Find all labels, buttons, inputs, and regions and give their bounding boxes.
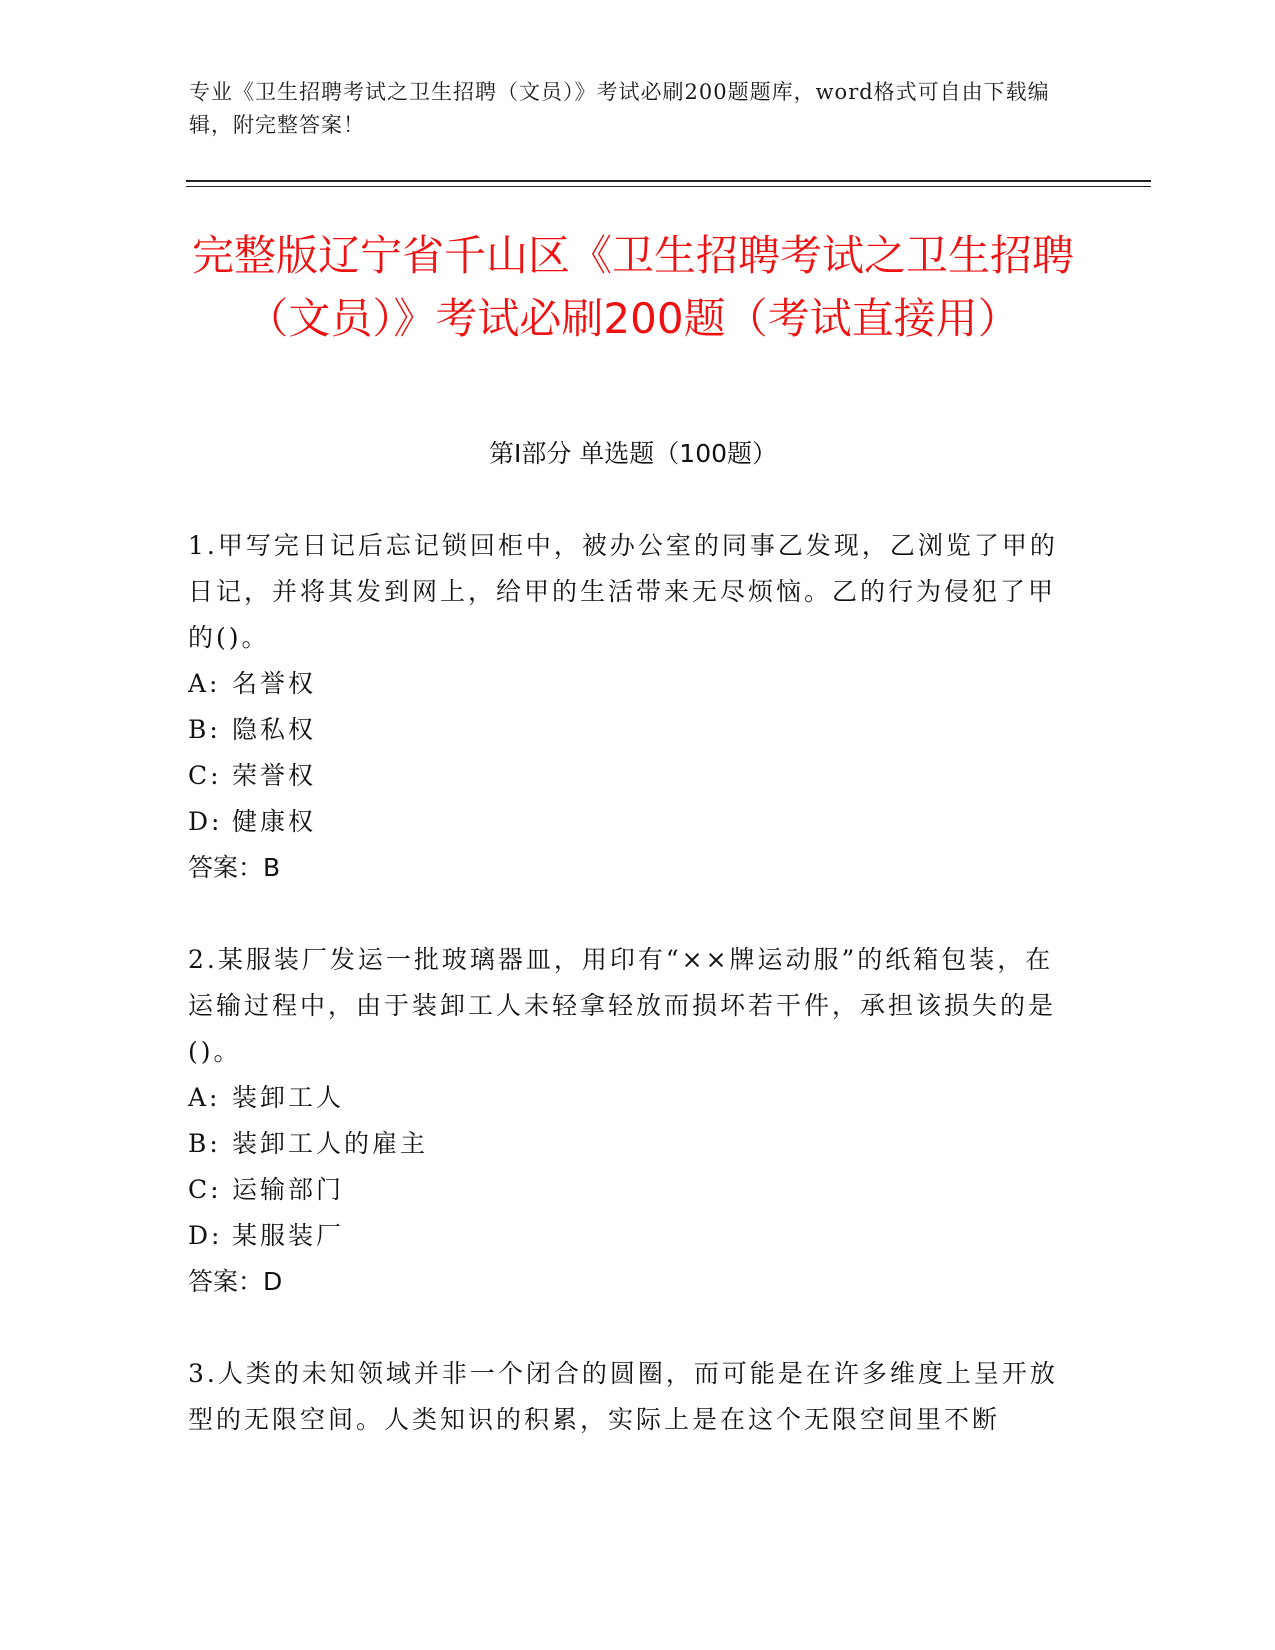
option-text: 装卸工人的雇主 — [232, 1129, 429, 1158]
option-c — [188, 753, 1063, 799]
option-d — [188, 1213, 1063, 1259]
option-key: A: — [188, 669, 221, 698]
header-divider-thick — [186, 180, 1151, 182]
question-list — [188, 523, 1063, 1489]
option-text: 某服装厂 — [232, 1221, 345, 1250]
option-c — [188, 1167, 1063, 1213]
option-text: 隐私权 — [232, 715, 317, 744]
option-key: B: — [188, 1129, 221, 1158]
answer: 答案：D — [188, 1267, 283, 1296]
question-stem: 3.人类的未知领域并非一个闭合的圆圈，而可能是在许多维度上呈开放型的无限空间。人类知识的积累，实际上是在这个无限空间里不断 — [188, 1359, 1058, 1434]
option-text: 健康权 — [232, 807, 317, 836]
header-note: 专业《卫生招聘考试之卫生招聘（文员）》考试必刷200题题库，word格式可自由下载编辑，附完整答案！ — [189, 80, 1050, 137]
header-divider-thin — [186, 186, 1151, 187]
question-stem: 2.某服装厂发运一批玻璃器皿，用印有“××牌运动服”的纸箱包装，在运输过程中，由于装卸工人未轻拿轻放而损坏若干件，承担该损失的是()。 — [188, 945, 1057, 1066]
option-text: 装卸工人 — [232, 1083, 345, 1112]
option-b — [188, 707, 1063, 753]
option-key: C: — [188, 1175, 222, 1204]
option-a — [188, 661, 1063, 707]
question-2 — [188, 937, 1063, 1305]
option-key: B: — [188, 715, 221, 744]
option-key: D: — [188, 1221, 223, 1250]
option-key: A: — [188, 1083, 221, 1112]
answer: 答案：B — [188, 853, 281, 882]
option-text: 荣誉权 — [232, 761, 317, 790]
option-b — [188, 1121, 1063, 1167]
section-heading: 第Ⅰ部分 单选题（100题） — [488, 439, 778, 468]
document-title: 完整版辽宁省千山区《卫生招聘考试之卫生招聘（文员）》考试必刷200题（考试直接用） — [191, 231, 1074, 343]
option-key: C: — [188, 761, 222, 790]
option-text: 运输部门 — [232, 1175, 345, 1204]
question-3 — [188, 1351, 1063, 1443]
option-text: 名誉权 — [232, 669, 317, 698]
option-a — [188, 1075, 1063, 1121]
option-key: D: — [188, 807, 223, 836]
question-stem: 1.甲写完日记后忘记锁回柜中，被办公室的同事乙发现，乙浏览了甲的日记，并将其发到网上，给甲的生活带来无尽烦恼。乙的行为侵犯了甲的()。 — [188, 531, 1058, 652]
question-1 — [188, 523, 1063, 891]
option-d — [188, 799, 1063, 845]
